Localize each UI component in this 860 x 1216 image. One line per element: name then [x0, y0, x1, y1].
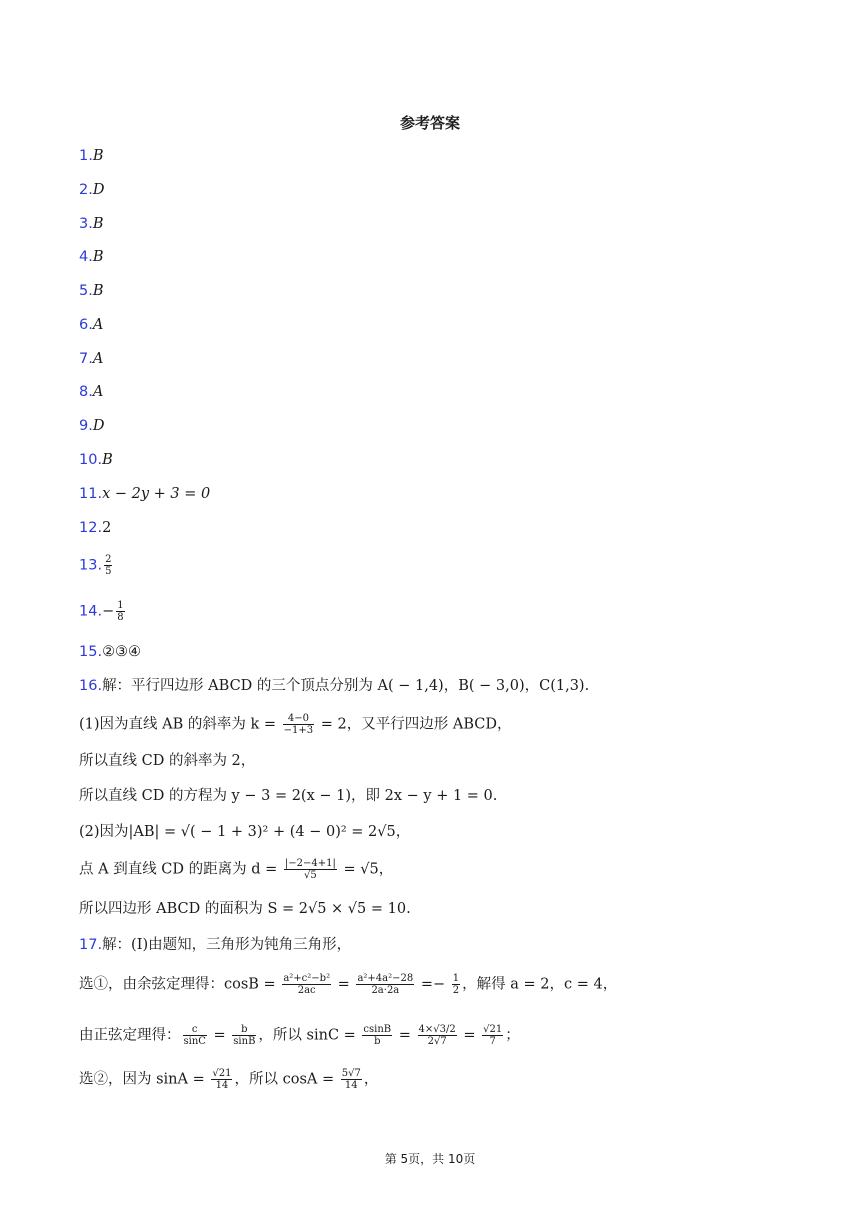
solution-16-line: 所以四边形 ABCD 的面积为 S = 2√5 × √5 = 10. [79, 901, 411, 917]
fraction: $\frac{√21}{14}$ [212, 1068, 232, 1091]
answer-text: B [92, 249, 104, 265]
answer-item [79, 382, 103, 402]
answer-text: ②③④ [102, 644, 142, 660]
answer-number: 9. [79, 418, 93, 434]
answer-number: 4. [79, 249, 93, 265]
fraction: $\frac{4-0}{-1+3}$ [283, 713, 314, 736]
answer-number: 1. [79, 148, 93, 164]
answer-text: B [92, 216, 104, 232]
answer-number: 11. [79, 486, 103, 502]
answer-item [79, 416, 104, 436]
fraction: $\frac{\text{a²+c²−b²}}{2ac}$ [283, 973, 331, 996]
answer-number: 8. [79, 384, 93, 400]
answer-item [79, 247, 104, 267]
answer-item [79, 349, 103, 369]
fraction: $\frac{5√7}{14}$ [341, 1068, 361, 1091]
solution-16-line: 点 A 到直线 CD 的距离为 d = $\frac{|-2-4+1|}{√5}$ = √5， [79, 858, 394, 881]
fraction: $\frac{4\times√3/2}{2√7}$ [418, 1024, 456, 1047]
answer-text: B [92, 148, 104, 164]
answer-number: 15. [79, 644, 103, 660]
answer-item [79, 450, 113, 470]
answer-number: 10. [79, 452, 103, 468]
answer-text: x − 2y + 3 = 0 [102, 486, 211, 502]
answer-item [79, 281, 104, 301]
answer-number: 7. [79, 351, 93, 367]
answer-number: 6. [79, 317, 93, 333]
answer-number: 17. [79, 937, 103, 953]
solution-17-line: 选②，因为 sinA = $\frac{√21}{14}$ ，所以 cosA = $\frac{5√7}{14}$ ， [79, 1068, 379, 1091]
answer-item [79, 214, 104, 234]
fraction: $\frac{b}{\sin B}$ [233, 1024, 256, 1047]
answer-text: D [92, 418, 105, 434]
fraction: $\frac{√21}{7}$ [483, 1024, 503, 1047]
answer-item [79, 180, 104, 200]
answer-text: 2 [102, 520, 112, 536]
answer-text: B [92, 283, 104, 299]
answer-item [79, 484, 210, 504]
solution-17-intro: 17.解：(I)由题知，三角形为钝角三角形， [79, 937, 352, 953]
answer-number: 13. [79, 557, 103, 574]
answer-item [79, 554, 114, 577]
fraction: $\frac{|-2-4+1|}{√5}$ [284, 858, 336, 881]
answer-number: 5. [79, 283, 93, 299]
answer-text: A [92, 317, 104, 333]
fraction: $\frac{1}{2}$ [452, 973, 460, 996]
answer-item [79, 642, 141, 662]
solution-16-intro: 16.解：平行四边形 ABCD 的三个顶点分别为 A( − 1,4)，B( − 3,0)，C(1,3). [79, 678, 590, 694]
answer-text: D [92, 182, 105, 198]
answer-number: 3. [79, 216, 93, 232]
answer-text: B [102, 452, 113, 468]
fraction: $\frac{2}{5}$ [105, 554, 112, 577]
solution-17-line: 由正弦定理得： $\frac{c}{\sin C}$ = $\frac{b}{\sin B}$ ，所以 sinC = $\frac{csinB}{b}$ = $\frac{4\times√3/2}{2√7}$ = $\frac{√21}{7}$ ； [79, 1024, 520, 1047]
answer-item: 14.− $\frac{1}{8}$ [79, 600, 124, 623]
answer-item [79, 146, 104, 166]
answer-item [79, 315, 103, 335]
solution-16-line: (2)因为|AB| = √( − 1 + 3)² + (4 − 0)² = 2√5， [79, 824, 411, 840]
answer-number: 2. [79, 182, 93, 198]
answer-item [79, 518, 111, 538]
fraction: $\frac{\text{a²+4a²−28}}{2a\cdot 2a}$ [357, 973, 414, 996]
fraction: $\frac{csinB}{b}$ [363, 1024, 392, 1047]
solution-16-line: 所以直线 CD 的方程为 y − 3 = 2(x − 1)，即 2x − y + 1 = 0. [79, 788, 498, 804]
answer-number: 12. [79, 520, 103, 536]
solution-16-line: (1)因为直线 AB 的斜率为 k = $\frac{4-0}{-1+3}$ = 2，又平行四边形 ABCD， [79, 713, 512, 736]
page-footer: 第 5页，共 10页 [384, 1152, 476, 1166]
fraction: $\frac{1}{8}$ [117, 600, 124, 623]
fraction: $\frac{c}{\sin C}$ [183, 1024, 206, 1047]
solution-17-line: 选①，由余弦定理得：cosB = $\frac{\text{a²+c²−b²}}{2ac}$ = $\frac{\text{a²+4a²−28}}{2a\cdot 2a}$ =− $\frac{1}{2}$ ，解得 a = 2，c = 4， [79, 973, 618, 996]
solution-16-line: 所以直线 CD 的斜率为 2， [79, 753, 256, 769]
answer-number: 14. [79, 603, 103, 620]
answer-number: 16. [79, 678, 103, 694]
answer-text: A [92, 351, 104, 367]
answer-text: A [92, 384, 104, 400]
page-title: 参考答案 [399, 114, 460, 132]
